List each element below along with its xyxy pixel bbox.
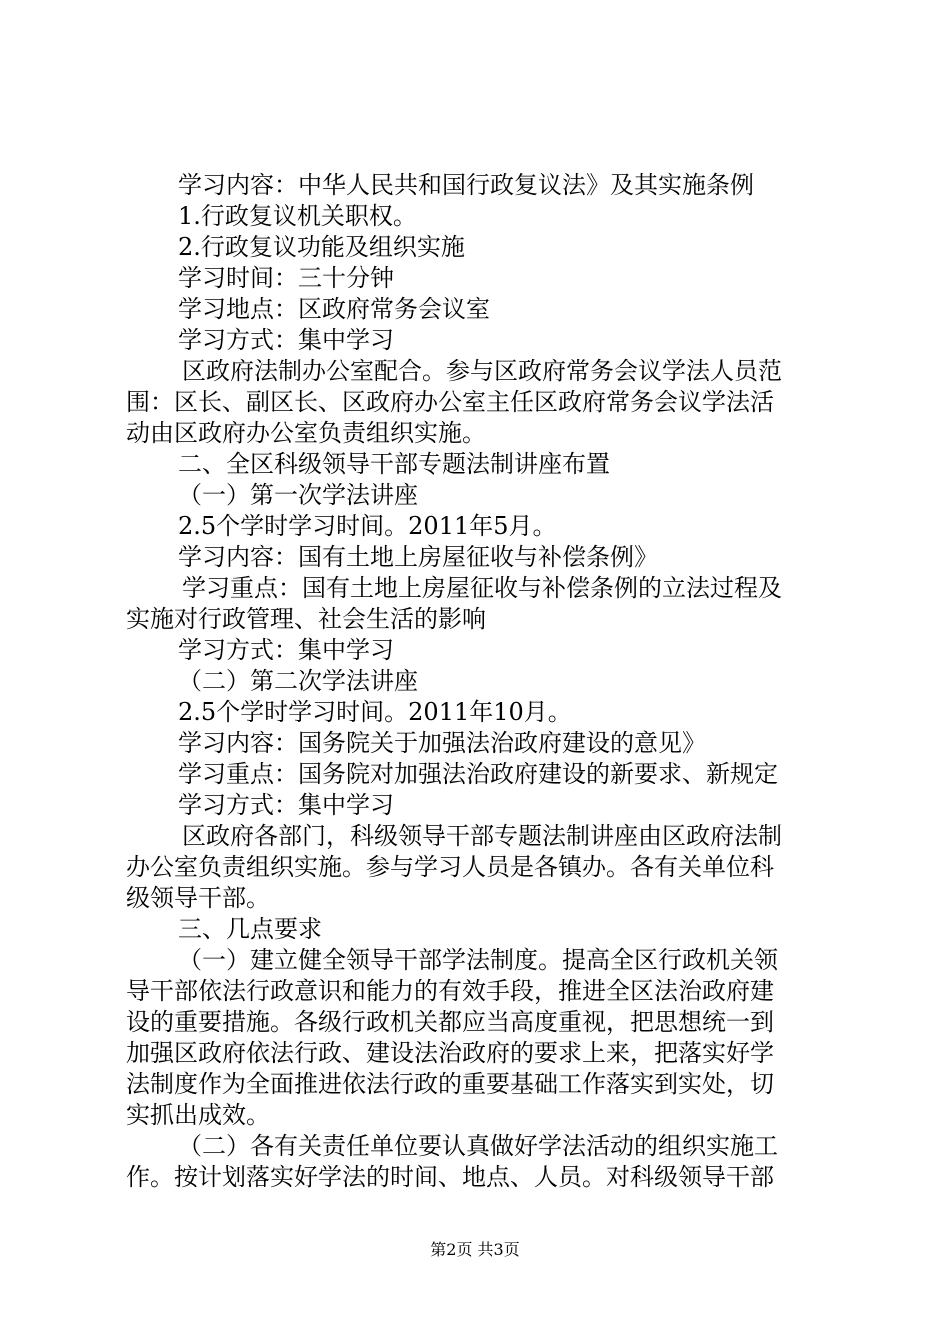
- text-line: 三、几点要求: [178, 915, 322, 943]
- text-line: 学习地点：区政府常务会议室: [178, 295, 490, 323]
- text-line: 学习内容：国务院关于加强法治政府建设的意见》: [178, 729, 706, 757]
- text-line: 级领导干部。: [126, 884, 270, 912]
- text-line: 学习内容：中华人民共和国行政复议法》及其实施条例: [178, 171, 754, 199]
- text-line: （二）第二次学法讲座: [178, 667, 418, 695]
- document-body: [126, 170, 831, 1193]
- text-line: 2.5个学时学习时间。2011年5月。: [178, 512, 557, 540]
- text-line: 2.5个学时学习时间。2011年10月。: [178, 698, 572, 726]
- text-line: 设的重要措施。各级行政机关都应当高度重视，把思想统一到: [126, 1008, 774, 1036]
- text-line: 围：区长、副区长、区政府办公室主任区政府常务会议学法活: [126, 388, 774, 416]
- text-line: 实抓出成效。: [126, 1101, 270, 1129]
- text-line: 学习方式：集中学习: [178, 791, 394, 819]
- text-line: 加强区政府依法行政、建设法治政府的要求上来，把落实好学: [126, 1039, 774, 1067]
- text-line: 办公室负责组织实施。参与学习人员是各镇办。各有关单位科: [126, 853, 774, 881]
- text-line: 学习重点：国有土地上房屋征收与补偿条例的立法过程及: [182, 574, 782, 602]
- text-line: 法制度作为全面推进依法行政的重要基础工作落实到实处，切: [126, 1070, 774, 1098]
- page-footer: 第2页 共3页: [430, 1240, 520, 1259]
- text-line: 学习方式：集中学习: [178, 326, 394, 354]
- text-line: 学习方式：集中学习: [178, 636, 394, 664]
- text-line: 区政府法制办公室配合。参与区政府常务会议学法人员范: [182, 357, 782, 385]
- text-line: （二）各有关责任单位要认真做好学法活动的组织实施工: [178, 1132, 778, 1160]
- text-line: 动由区政府办公室负责组织实施。: [126, 419, 486, 447]
- text-line: 学习重点：国务院对加强法治政府建设的新要求、新规定: [178, 760, 778, 788]
- text-line: 学习内容：国有土地上房屋征收与补偿条例》: [178, 543, 658, 571]
- text-line: 学习时间：三十分钟: [178, 264, 394, 292]
- text-line: 导干部依法行政意识和能力的有效手段，推进全区法治政府建: [126, 977, 774, 1005]
- text-line: 二、全区科级领导干部专题法制讲座布置: [178, 450, 610, 478]
- text-line: （一）第一次学法讲座: [178, 481, 418, 509]
- text-line: 1.行政复议机关职权。: [178, 202, 417, 230]
- text-line: （一）建立健全领导干部学法制度。提高全区行政机关领: [178, 946, 778, 974]
- text-line: 2.行政复议功能及组织实施: [178, 233, 465, 261]
- text-line: 区政府各部门，科级领导干部专题法制讲座由区政府法制: [182, 822, 782, 850]
- text-line: 实施对行政管理、社会生活的影响: [126, 605, 486, 633]
- text-line: 作。按计划落实好学法的时间、地点、人员。对科级领导干部: [126, 1163, 774, 1191]
